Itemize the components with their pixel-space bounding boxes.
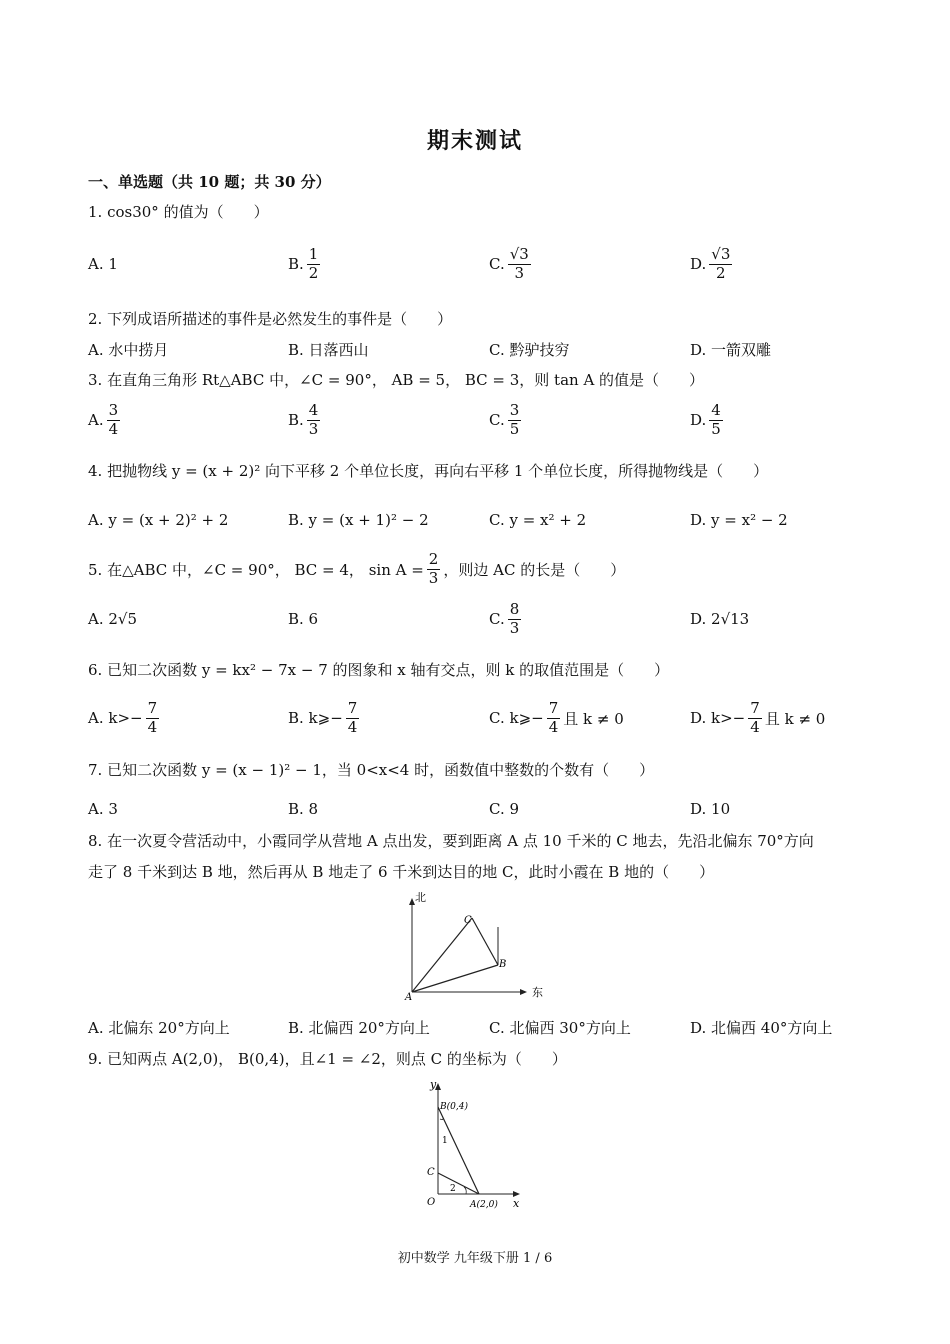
point-b-label: B	[499, 959, 507, 970]
point-b-label: B(0,4)	[440, 1102, 468, 1112]
question-8-stem-line1: 8. 在一次夏令营活动中，小霞同学从营地 A 点出发，要到距离 A 点 10 千米的 C 地去，先沿北偏东 70°方向	[88, 832, 814, 850]
option-b: B. y = (x + 1)² − 2	[288, 511, 429, 529]
option-a: A. 1	[88, 255, 118, 273]
question-9-stem: 9. 已知两点 A(2,0)， B(0,4)，且∠1 = ∠2，则点 C 的坐标为（ ）	[88, 1050, 567, 1068]
origin-label: O	[427, 1197, 436, 1208]
option-d: D. y = x² − 2	[690, 511, 788, 529]
option-a: A. y = (x + 2)² + 2	[88, 511, 229, 529]
question-3-options	[88, 396, 888, 444]
option-c: C. k⩾− $\frac{7}{4}$ 且 k ≠ 0	[489, 698, 624, 736]
question-7-options	[88, 798, 888, 820]
question-3-stem: 3. 在直角三角形 Rt△ABC 中，∠C = 90°， AB = 5， BC = 3，则 tan A 的值是（ ）	[88, 371, 705, 389]
angle-2-label: 2	[450, 1184, 456, 1194]
point-c-label: C	[427, 1167, 435, 1178]
option-d: D. 北偏西 40°方向上	[690, 1018, 833, 1037]
question-2-options	[88, 338, 888, 360]
option-d: D. 2√13	[690, 610, 750, 628]
option-d: D. k>− $\frac{7}{4}$ 且 k ≠ 0	[690, 698, 826, 736]
option-a: A. 3	[88, 800, 118, 818]
point-a-label: A	[405, 992, 413, 1003]
option-a: A. k>− $\frac{7}{4}$	[88, 698, 158, 736]
option-d: D. $\frac{4}{5}$	[690, 400, 721, 438]
question-8-stem-line2: 走了 8 千米到达 B 地，然后再从 B 地走了 6 千米到达目的地 C，此时小霞在 B 地的（ ）	[88, 863, 715, 881]
option-c: C. 9	[489, 800, 520, 818]
question-4-options	[88, 509, 888, 531]
option-a: A. 北偏东 20°方向上	[88, 1018, 230, 1037]
question-1-options	[88, 240, 888, 288]
option-b: B. 8	[288, 800, 319, 818]
option-b: B. 北偏西 20°方向上	[288, 1018, 430, 1037]
page-title: 期末测试	[426, 128, 523, 154]
question-2-stem: 2. 下列成语所描述的事件是必然发生的事件是（ ）	[88, 310, 453, 328]
y-axis-label: y	[430, 1078, 437, 1091]
question-5-stem: 5. 在△ABC 中，∠C = 90°， BC = 4， sin A = $\frac{2}{3}$ ，则边 AC 的长是（ ）	[88, 549, 626, 587]
question-9-figure	[418, 1077, 533, 1212]
question-8-figure	[400, 890, 550, 1005]
question-1-stem: 1. cos30° 的值为（ ）	[88, 203, 269, 221]
page-footer: 初中数学 九年级下册 1 / 6	[397, 1251, 553, 1266]
question-7-stem: 7. 已知二次函数 y = (x − 1)² − 1，当 0<x<4 时，函数值中整数的个数有（ ）	[88, 761, 655, 779]
option-b: B. $\frac{4}{3}$	[288, 400, 319, 438]
option-c: C. 北偏西 30°方向上	[489, 1018, 631, 1037]
option-a: A. 水中捞月	[88, 340, 169, 359]
question-4-stem: 4. 把抛物线 y = (x + 2)² 向下平移 2 个单位长度，再向右平移 1 个单位长度，所得抛物线是（ ）	[88, 462, 769, 480]
section-heading: 一、单选题（共 10 题；共 30 分）	[88, 173, 331, 191]
question-6-stem: 6. 已知二次函数 y = kx² − 7x − 7 的图象和 x 轴有交点，则 k 的取值范围是（ ）	[88, 661, 670, 679]
option-c: C. 黔驴技穷	[489, 340, 570, 359]
question-5-options	[88, 595, 888, 643]
option-a: A. 2√5	[88, 610, 138, 628]
option-b: B. k⩾− $\frac{7}{4}$	[288, 698, 358, 736]
question-8-options	[88, 1016, 888, 1038]
east-label: 东	[532, 986, 543, 999]
option-a: A. $\frac{3}{4}$	[88, 400, 119, 438]
option-c: C. $\frac{√3}{3}$	[489, 244, 529, 282]
question-6-options	[88, 694, 888, 742]
point-a-label: A(2,0)	[470, 1200, 498, 1210]
option-c: C. $\frac{8}{3}$	[489, 599, 520, 637]
point-c-label: C	[464, 915, 472, 926]
north-label: 北	[415, 891, 426, 904]
option-b: B. $\frac{1}{2}$	[288, 244, 319, 282]
angle-1-label: 1	[442, 1136, 448, 1146]
option-c: C. y = x² + 2	[489, 511, 587, 529]
option-b: B. 日落西山	[288, 340, 369, 359]
option-d: D. $\frac{√3}{2}$	[690, 244, 731, 282]
option-b: B. 6	[288, 610, 319, 628]
x-axis-label: x	[513, 1197, 520, 1210]
option-d: D. 一箭双雕	[690, 340, 772, 359]
option-d: D. 10	[690, 800, 731, 818]
option-c: C. $\frac{3}{5}$	[489, 400, 520, 438]
